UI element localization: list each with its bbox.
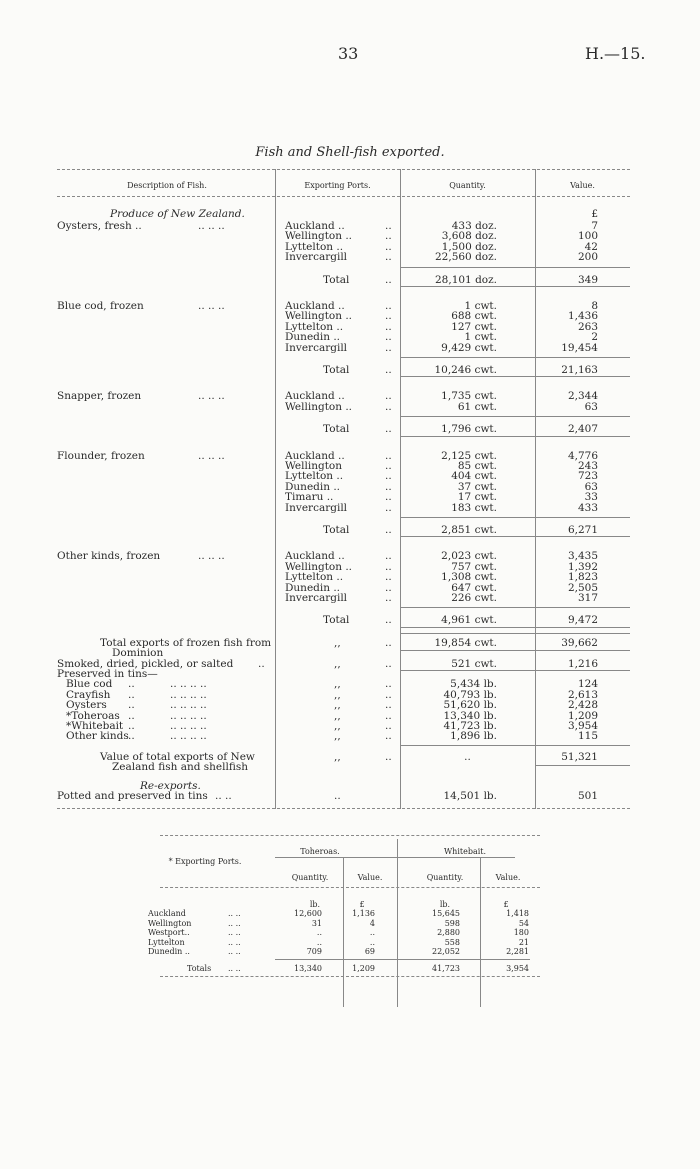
exporting-port: Dunedin .. [285, 581, 341, 594]
toheroas-quantity: 709 [306, 947, 322, 956]
value-cell: 317 [577, 592, 598, 604]
value-cell: 7 [591, 220, 598, 232]
preserved-value: 3,954 [567, 720, 598, 732]
sub-port: Wellington [148, 918, 192, 928]
leader-dots: .. .. .. [198, 390, 225, 403]
leader-dots: .. [334, 790, 341, 802]
toheroas-quantity: 12,600 [294, 909, 322, 918]
fish-description: Blue cod, frozen [57, 300, 144, 312]
value-cell: 2,344 [567, 390, 598, 403]
leader-dots: .. .. [228, 918, 241, 928]
rule [275, 959, 530, 960]
quantity-cell: 3,608 doz. [441, 230, 497, 243]
toheroas-value: 69 [364, 947, 375, 956]
reexports-heading: Re-exports. [140, 779, 201, 792]
exporting-port: Dunedin .. [285, 331, 341, 344]
leader-dots: .. [385, 491, 392, 504]
preserved-item: Oysters [66, 699, 107, 712]
quantity-cell: 1,500 doz. [441, 240, 497, 253]
value-cell: 1,436 [567, 310, 598, 323]
toheroas-value: .. [369, 928, 375, 937]
leader-dots: .. [385, 400, 392, 413]
sub-port: Dunedin .. [148, 947, 190, 956]
column-header: Description of Fish. [127, 181, 207, 190]
fish-description: Other kinds, frozen [57, 550, 161, 563]
column-header: Exporting Ports. [304, 181, 371, 190]
exporting-port: Wellington .. [285, 230, 353, 243]
rule [275, 857, 515, 858]
quantity-cell: 757 cwt. [451, 560, 497, 573]
rule [160, 887, 540, 888]
leader-dots: .. [385, 390, 392, 403]
toheroas-total-value: 1,209 [352, 963, 375, 973]
leader-dots: .. [128, 720, 135, 732]
value-cell: 200 [577, 251, 598, 264]
fish-description: Flounder, frozen [57, 449, 145, 462]
quantity-cell: 2,023 cwt. [441, 550, 497, 563]
page-number: 33 [338, 44, 359, 63]
ditto-mark: ,, [334, 709, 341, 722]
leader-dots: .. [385, 592, 392, 604]
quantity-cell: 17 cwt. [457, 491, 497, 504]
exporting-port: Wellington .. [285, 560, 353, 573]
leader-dots: .. [385, 273, 392, 286]
preserved-value: 115 [577, 730, 598, 743]
value-cell: 100 [577, 230, 598, 243]
rule [400, 267, 630, 268]
quantity-cell: 226 cwt. [451, 592, 497, 604]
toheroas-quantity: .. [316, 928, 322, 937]
fish-description: Oysters, fresh .. [57, 220, 142, 232]
ditto-mark: ,, [334, 636, 341, 649]
leader-dots: .. [385, 636, 392, 649]
leader-dots: .. [385, 310, 392, 323]
preserved-item: Blue cod [66, 678, 113, 691]
total-label: Total [323, 364, 350, 376]
toheroas-value: 4 [369, 918, 375, 928]
leader-dots: .. [385, 320, 392, 333]
value-cell: 2,505 [567, 581, 598, 594]
leader-dots: .. .. .. .. [170, 678, 207, 691]
preserved-quantity: 1,896 lb. [450, 730, 497, 743]
frozen-total-quantity: 19,854 cwt. [434, 636, 497, 649]
leader-dots: .. [385, 220, 392, 232]
preserved-quantity: 51,620 lb. [443, 699, 497, 712]
quantity-heading: Quantity. [291, 873, 329, 882]
leader-dots: .. .. .. [198, 449, 225, 462]
ditto-mark: ,, [334, 699, 341, 712]
exporting-port: Dunedin .. [285, 480, 341, 493]
exporting-port: Timaru .. [285, 491, 334, 504]
value-cell: 433 [577, 501, 598, 514]
whitebait-quantity: 2,880 [437, 928, 460, 937]
value-heading: Value. [357, 873, 383, 882]
leader-dots: .. [385, 470, 392, 483]
smoked-value: 1,216 [567, 657, 598, 670]
exporting-port: Wellington .. [285, 310, 353, 323]
total-value: 2,407 [567, 423, 598, 436]
total-label: Total [323, 273, 350, 286]
value-cell: 1,392 [567, 560, 598, 573]
leader-dots: .. [385, 480, 392, 493]
whitebait-total-quantity: 41,723 [432, 963, 460, 973]
ditto-mark: ,, [334, 750, 341, 763]
value-cell: 63 [584, 480, 598, 493]
ditto-mark: ,, [334, 688, 341, 701]
leader-dots: .. [385, 341, 392, 354]
preserved-quantity: 40,793 lb. [443, 688, 497, 701]
value-cell: 42 [584, 240, 598, 253]
currency-symbol: £ [591, 208, 598, 220]
toheroas-total-quantity: 13,340 [294, 963, 322, 973]
quantity-cell: 1,735 cwt. [441, 390, 497, 403]
rule [400, 357, 630, 358]
grand-total-value: 51,321 [561, 750, 598, 763]
leader-dots: .. [385, 730, 392, 743]
sub-port: Auckland [148, 909, 186, 918]
exporting-port: Invercargill [285, 251, 348, 264]
column-header: Value. [570, 181, 595, 190]
rule [160, 835, 540, 836]
exporting-port: Lyttelton .. [285, 240, 344, 253]
reexports-quantity: 14,501 lb. [443, 790, 497, 802]
leader-dots: .. [385, 251, 392, 264]
sub-port: Lyttelton [148, 937, 185, 947]
leader-dots: .. [128, 678, 135, 691]
rule [400, 376, 630, 377]
preserved-quantity: 13,340 lb. [443, 709, 497, 722]
value-cell: 2 [591, 331, 598, 344]
leader-dots: .. [385, 560, 392, 573]
exporting-port: Auckland .. [285, 220, 345, 232]
rule [57, 196, 630, 197]
leader-dots: .. .. .. .. [170, 730, 207, 743]
quantity-cell: 9,429 cwt. [441, 341, 497, 354]
value-cell: 263 [577, 320, 598, 333]
preserved-heading: Preserved in tins— [57, 668, 158, 680]
ditto-mark: ,, [334, 678, 341, 691]
leader-dots: .. [385, 423, 392, 436]
leader-dots: .. [385, 720, 392, 732]
ditto-mark: ,, [334, 657, 341, 670]
preserved-value: 124 [577, 678, 598, 691]
leader-dots: .. [258, 657, 265, 670]
leader-dots: .. .. [228, 909, 241, 918]
total-quantity: 1,796 cwt. [441, 423, 497, 436]
leader-dots: .. .. [228, 937, 241, 947]
leader-dots: .. [385, 709, 392, 722]
value-cell: 3,435 [567, 550, 598, 563]
exporting-port: Invercargill [285, 501, 348, 514]
value-cell: 1,823 [567, 571, 598, 584]
total-quantity: 28,101 doz. [435, 273, 497, 286]
whitebait-value: 54 [518, 918, 529, 928]
leader-dots: .. [385, 331, 392, 344]
leader-dots: .. .. [215, 790, 232, 802]
ports-heading: * Exporting Ports. [168, 857, 242, 866]
exporting-port: Auckland .. [285, 390, 345, 403]
leader-dots: .. [385, 230, 392, 243]
exporting-port: Auckland .. [285, 300, 345, 312]
unit-pound: £ [359, 900, 365, 909]
preserved-quantity: 41,723 lb. [443, 720, 497, 732]
quantity-heading: Quantity. [426, 873, 464, 882]
frozen-total-label-cont: Dominion [112, 647, 164, 660]
leader-dots: .. .. .. .. [170, 720, 207, 732]
toheroas-quantity: .. [316, 937, 322, 947]
rule [57, 169, 630, 170]
grand-total-label-cont: Zealand fish and shellfish [112, 761, 249, 774]
exporting-port: Lyttelton .. [285, 320, 344, 333]
column-header: Quantity. [449, 181, 486, 190]
preserved-item: Crayfish [66, 688, 111, 701]
preserved-value: 1,209 [567, 709, 598, 722]
sub-port: Westport.. [148, 928, 190, 937]
total-label: Total [323, 524, 350, 536]
total-value: 9,472 [567, 614, 598, 627]
value-cell: 4,776 [567, 449, 598, 462]
unit-lb: lb. [309, 900, 321, 909]
total-quantity: 2,851 cwt. [441, 524, 497, 536]
quantity-cell: 37 cwt. [457, 480, 497, 493]
leader-dots: .. .. .. [198, 300, 225, 312]
leader-dots: .. [385, 678, 392, 691]
leader-dots: .. [385, 449, 392, 462]
rule [400, 650, 630, 651]
ditto-mark: ,, [334, 720, 341, 732]
leader-dots: .. .. .. .. [170, 709, 207, 722]
value-cell: 63 [584, 400, 598, 413]
exporting-port: Invercargill [285, 592, 348, 604]
rule [400, 436, 630, 437]
total-value: 21,163 [561, 364, 598, 376]
grand-total-label: Value of total exports of New [100, 750, 255, 763]
leader-dots: .. .. .. .. [170, 699, 207, 712]
whitebait-heading: Whitebait. [443, 847, 487, 856]
quantity-cell: 1 cwt. [464, 300, 497, 312]
document-reference: H.—15. [585, 44, 646, 63]
value-cell: 723 [577, 470, 598, 483]
leader-dots: .. [385, 524, 392, 536]
whitebait-quantity: 598 [444, 918, 460, 928]
rule [57, 808, 630, 809]
toheroas-value: 1,136 [352, 909, 375, 918]
grand-total-quantity: .. [464, 750, 471, 763]
leader-dots: .. .. .. [198, 550, 225, 563]
quantity-cell: 85 cwt. [457, 460, 497, 472]
leader-dots: .. [128, 699, 135, 712]
whitebait-total-value: 3,954 [506, 963, 529, 973]
rule [400, 745, 630, 746]
value-heading: Value. [495, 873, 521, 882]
whitebait-value: 1,418 [506, 909, 529, 918]
leader-dots: .. [385, 501, 392, 514]
sub-totals-label: Totals [187, 963, 212, 973]
whitebait-quantity: 558 [444, 937, 460, 947]
rule [400, 517, 630, 518]
exporting-port: Invercargill [285, 341, 348, 354]
leader-dots: .. [385, 699, 392, 712]
column-rule [275, 169, 276, 809]
leader-dots: .. [385, 240, 392, 253]
quantity-cell: 2,125 cwt. [441, 449, 497, 462]
whitebait-value: 2,281 [506, 947, 529, 956]
exporting-port: Auckland .. [285, 550, 345, 563]
whitebait-quantity: 22,052 [432, 947, 460, 956]
quantity-cell: 647 cwt. [451, 581, 497, 594]
leader-dots: .. .. [228, 928, 241, 937]
quantity-cell: 61 cwt. [457, 400, 497, 413]
reexports-value: 501 [577, 790, 598, 802]
leader-dots: .. [128, 730, 135, 743]
exporting-port: Wellington [285, 460, 343, 472]
leader-dots: .. [385, 750, 392, 763]
exporting-port: Auckland .. [285, 449, 345, 462]
unit-lb: lb. [439, 900, 451, 909]
leader-dots: .. [385, 550, 392, 563]
rule [535, 765, 630, 766]
total-value: 6,271 [567, 524, 598, 536]
rule [400, 607, 630, 608]
leader-dots: .. [128, 688, 135, 701]
section-heading: Produce of New Zealand. [110, 208, 245, 220]
leader-dots: .. .. [228, 947, 241, 956]
frozen-total-value: 39,662 [561, 636, 598, 649]
frozen-total-label: Total exports of frozen fish from [100, 636, 272, 649]
preserved-value: 2,428 [567, 699, 598, 712]
column-rule [397, 839, 398, 1007]
total-label: Total [323, 614, 350, 627]
quantity-cell: 127 cwt. [451, 320, 497, 333]
leader-dots: .. [385, 581, 392, 594]
whitebait-value: 21 [518, 937, 529, 947]
leader-dots: .. [128, 709, 135, 722]
total-quantity: 4,961 cwt. [441, 614, 497, 627]
leader-dots: .. [385, 688, 392, 701]
preserved-item: *Whitebait [66, 720, 124, 732]
rule [160, 976, 540, 977]
toheroas-heading: Toheroas. [300, 847, 340, 856]
quantity-cell: 433 doz. [451, 220, 497, 232]
leader-dots: .. .. .. [198, 220, 225, 232]
value-cell: 8 [591, 300, 598, 312]
quantity-cell: 22,560 doz. [435, 251, 497, 264]
rule [400, 416, 630, 417]
leader-dots: .. [385, 614, 392, 627]
leader-dots: .. [385, 364, 392, 376]
unit-pound: £ [503, 900, 509, 909]
exporting-port: Lyttelton .. [285, 470, 344, 483]
ditto-mark: ,, [334, 730, 341, 743]
toheroas-quantity: 31 [311, 918, 322, 928]
total-quantity: 10,246 cwt. [434, 364, 497, 376]
leader-dots: .. [385, 300, 392, 312]
leader-dots: .. [385, 460, 392, 472]
preserved-quantity: 5,434 lb. [450, 678, 497, 691]
leader-dots: .. .. [228, 963, 241, 973]
reexports-label: Potted and preserved in tins [57, 790, 208, 802]
smoked-label: Smoked, dried, pickled, or salted [57, 657, 234, 670]
exporting-port: Wellington .. [285, 400, 353, 413]
leader-dots: .. [385, 657, 392, 670]
fish-description: Snapper, frozen [57, 390, 142, 403]
preserved-value: 2,613 [567, 688, 598, 701]
rule [400, 627, 630, 628]
value-cell: 19,454 [561, 341, 598, 354]
exporting-port: Lyttelton .. [285, 571, 344, 584]
value-cell: 33 [584, 491, 598, 504]
rule [400, 633, 630, 634]
quantity-cell: 404 cwt. [451, 470, 497, 483]
preserved-item: *Toheroas [66, 709, 120, 722]
total-label: Total [323, 423, 350, 436]
rule [400, 286, 630, 287]
leader-dots: .. .. .. .. [170, 688, 207, 701]
leader-dots: .. [385, 571, 392, 584]
toheroas-value: .. [369, 937, 375, 947]
quantity-cell: 1,308 cwt. [441, 571, 497, 584]
rule [400, 670, 630, 671]
quantity-cell: 183 cwt. [451, 501, 497, 514]
rule [400, 536, 630, 537]
smoked-quantity: 521 cwt. [451, 657, 497, 670]
total-value: 349 [577, 273, 598, 286]
whitebait-value: 180 [513, 928, 529, 937]
whitebait-quantity: 15,645 [432, 909, 460, 918]
quantity-cell: 1 cwt. [464, 331, 497, 344]
value-cell: 243 [577, 460, 598, 472]
quantity-cell: 688 cwt. [451, 310, 497, 323]
preserved-item: Other kinds [66, 730, 129, 743]
table-title: Fish and Shell-fish exported. [255, 145, 445, 160]
